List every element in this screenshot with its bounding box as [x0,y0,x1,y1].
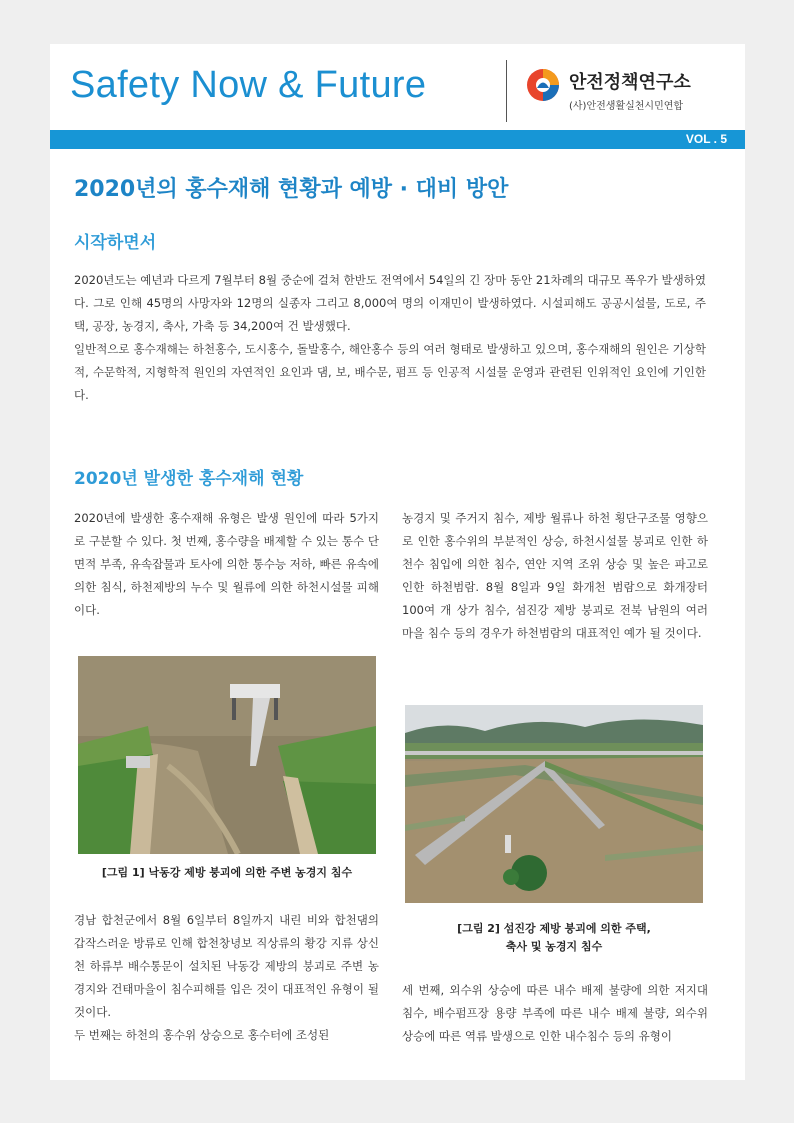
volume-bar [50,130,745,149]
status-right-paragraph-2: 세 번째, 외수위 상승에 따른 내수 배제 불량에 의한 저지대 침수, 배수펌프장 용량 부족에 따른 내수 배제 불량, 외수위 상승에 따른 역류 발생으로 인한 내수침수 등의 유형이 [402,983,708,1043]
org-subtitle: (사)안전생활실천시민연합 [569,101,684,112]
header-divider [506,60,507,122]
status-left-paragraph-3: 두 번째는 하천의 홍수위 상승으로 홍수터에 조성된 [74,1028,330,1042]
intro-paragraph-2: 일반적으로 홍수재해는 하천홍수, 도시홍수, 돌발홍수, 해안홍수 등의 여러 형태로 발생하고 있으며, 홍수재해의 원인은 기상학적, 수문학적, 지형학적 원인의 자연적인 요인과 댐, 보, 배수문, 펌프 등 인공적 시설물 운영과 관련된 인위적인 요인에 기인한다. [74,342,706,402]
publication-title: Safety Now & Future [70,64,427,106]
document-page [50,44,745,1080]
volume-label: VOL . 5 [685,132,727,146]
status-left-paragraph-2: 경남 합천군에서 8월 6일부터 8일까지 내린 비와 합천댐의 갑작스러운 방류로 인해 합천창녕보 직상류의 황강 지류 상신천 하류부 배수통문이 설치된 낙동강 제방의 붕괴로 주변 농경지와 건태마을이 침수피해를 입은 것이 대표적인 유형이 될 것이다. [74,913,379,1019]
status-left-paragraph-1: 2020년에 발생한 홍수재해 유형은 발생 원인에 따라 5가지로 구분할 수 있다. 첫 번째, 홍수량을 배제할 수 있는 통수 단면적 부족, 유속잡물과 토사에 의한 통수능 저하, 빠른 유속에 의한 침식, 하천제방의 누수 및 월류에 의한 하천시설물 피해이다. [74,511,379,617]
figure-1-caption: [그림 1] 낙동강 제방 붕괴에 의한 주변 농경지 침수 [101,866,353,879]
org-logo-icon [526,68,560,102]
intro-paragraph-1: 2020년도는 예년과 다르게 7월부터 8월 중순에 걸쳐 한반도 전역에서 54일의 긴 장마 동안 21차례의 대규모 폭우가 발생하였다. 그로 인해 45명의 사망자와 12명의 실종자 그리고 8,000여 명의 이재민이 발생하였다. 시설피해도 공공시설물, 도로, 주택, 공장, 농경지, 축사, 가축 등 34,200여 건 발생했다. [74,273,706,333]
figure-2-photo [405,705,703,903]
intro-heading: 시작하면서 [74,233,157,253]
status-heading: 2020년 발생한 홍수재해 현황 [74,469,304,489]
figure-2-caption-line-1: [그림 2] 섬진강 제방 붕괴에 의한 주택, [457,922,651,935]
figure-2-caption-line-2: 축사 및 농경지 침수 [505,940,603,953]
org-name: 안전정책연구소 [569,72,691,93]
article-title: 2020년의 홍수재해 현황과 예방 · 대비 방안 [74,177,509,202]
figure-1-photo [78,656,376,854]
figure-2-caption [405,920,703,956]
status-right-paragraph-1: 농경지 및 주거지 침수, 제방 월류나 하천 횡단구조물 영향으로 인한 홍수위의 부분적인 상승, 하천시설물 붕괴로 인한 하천수 침입에 의한 침수, 연안 지역 조위 상승 및 높은 파고로 인한 하천범람. 8월 8일과 9일 화개천 범람으로 화개장터 100여 개 상가 침수, 섬진강 제방 붕괴로 전북 남원의 여러 마을 침수 등의 경우가 하천범람의 대표적인 예가 될 것이다. [402,511,708,640]
